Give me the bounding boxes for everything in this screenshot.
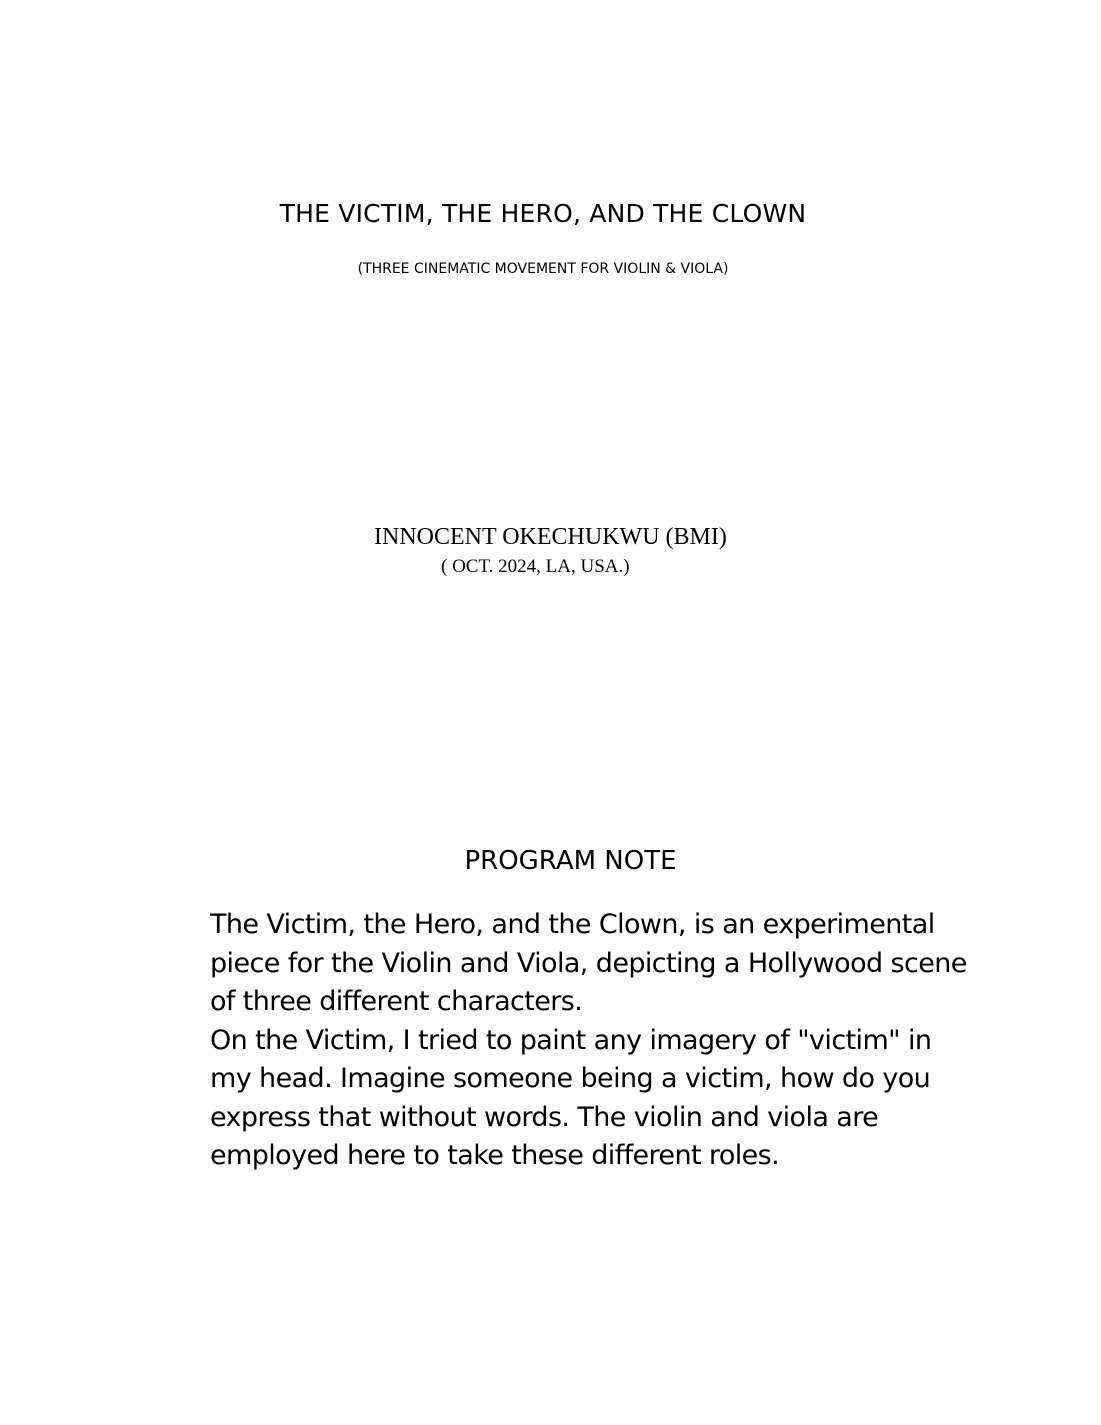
program-note-heading: PROGRAM NOTE <box>464 846 677 876</box>
composition-date-place: ( OCT. 2024, LA, USA.) <box>441 556 630 577</box>
composer-name: INNOCENT OKECHUKWU (BMI) <box>374 524 727 550</box>
program-note-body <box>210 906 970 1176</box>
program-note-paragraph: On the Victim, I tried to paint any imagery of "victim" in my head. Imagine someone being a victim, how do you express that without words. The violin and viola are employed here to take these different roles. <box>210 1024 932 1171</box>
piece-subtitle: (THREE CINEMATIC MOVEMENT FOR VIOLIN & VIOLA) <box>357 261 729 277</box>
program-note-paragraph: The Victim, the Hero, and the Clown, is an experimental piece for the Violin and Viola, depicting a Hollywood scene of three different characters. <box>210 909 967 1017</box>
piece-title: THE VICTIM, THE HERO, AND THE CLOWN <box>279 199 807 228</box>
